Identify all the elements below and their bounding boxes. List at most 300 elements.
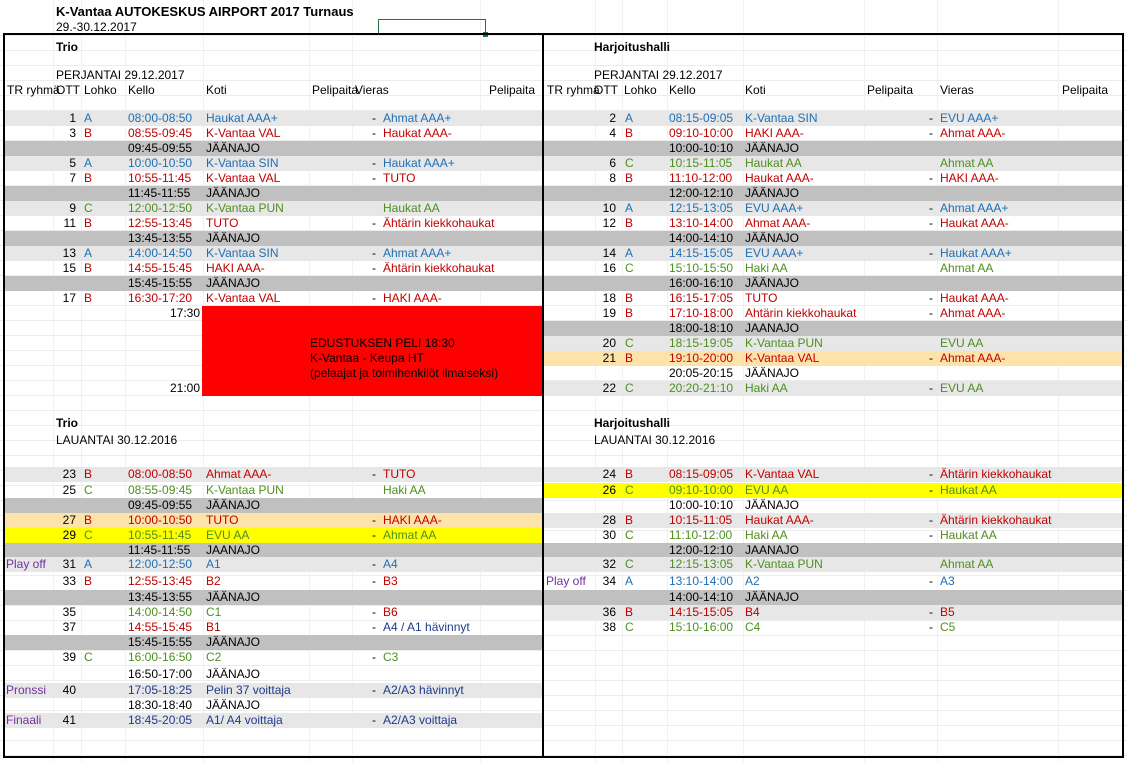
home-team: K-Vantaa PUN — [745, 336, 823, 350]
game-time: 14:00-14:10 — [669, 231, 734, 245]
round-label: Finaali — [6, 713, 42, 727]
game-number: 22 — [602, 381, 616, 395]
game-number: 3 — [69, 126, 76, 140]
col-header-kello: Kello — [128, 83, 155, 97]
game-time: 13:45-13:55 — [128, 590, 193, 604]
home-team: JÄÄNAJO — [745, 231, 800, 245]
versus-dash: - — [372, 557, 376, 571]
away-team: A3 — [940, 574, 955, 588]
game-time: 10:00-10:10 — [669, 498, 734, 512]
game-number: 35 — [62, 605, 76, 619]
home-team: HAKI AAA- — [206, 261, 265, 275]
game-number: 40 — [62, 683, 76, 697]
group-letter: B — [84, 467, 93, 481]
group-letter: A — [625, 246, 634, 260]
game-number: 31 — [62, 557, 76, 571]
game-number: 9 — [69, 201, 76, 215]
game-time: 08:15-09:05 — [669, 111, 734, 125]
away-team: Ahmat AA — [940, 557, 994, 571]
away-team: Ahmat AAA+ — [940, 201, 1009, 215]
group-letter: B — [625, 291, 634, 305]
away-team: Haukat AAA- — [940, 291, 1009, 305]
home-team: K-Vantaa SIN — [745, 111, 818, 125]
group-letter: B — [84, 126, 93, 140]
game-number: 29 — [62, 528, 76, 542]
versus-dash: - — [929, 351, 933, 365]
away-team: Haukat AAA- — [940, 216, 1009, 230]
game-number: 4 — [609, 126, 616, 140]
home-team: K-Vantaa VAL — [206, 291, 281, 305]
versus-dash: - — [372, 111, 376, 125]
home-team: JÄÄNAJO — [206, 231, 261, 245]
group-letter: A — [84, 557, 93, 571]
home-team: JAANAJO — [206, 543, 261, 557]
versus-dash: - — [372, 650, 376, 664]
game-time: 18:00-18:10 — [669, 321, 734, 335]
versus-dash: - — [929, 620, 933, 634]
game-number: 32 — [602, 557, 616, 571]
versus-dash: - — [929, 201, 933, 215]
game-time: 12:00-12:10 — [669, 186, 734, 200]
group-letter: B — [625, 513, 634, 527]
away-team: Ahmat AA — [383, 528, 437, 542]
group-letter: C — [625, 336, 634, 350]
group-letter: C — [625, 620, 634, 634]
home-team: Ahtärin kiekkohaukat — [745, 306, 857, 320]
away-team: C5 — [940, 620, 956, 634]
away-team: Haukat AAA+ — [940, 246, 1012, 260]
game-time: 16:15-17:05 — [669, 291, 734, 305]
game-number: 6 — [609, 156, 616, 170]
game-number: 27 — [62, 513, 76, 527]
game-number: 24 — [602, 467, 616, 481]
home-team: TUTO — [745, 291, 778, 305]
group-letter: B — [84, 513, 93, 527]
versus-dash: - — [929, 216, 933, 230]
game-number: 2 — [609, 111, 616, 125]
group-letter: A — [625, 111, 634, 125]
versus-dash: - — [929, 381, 933, 395]
home-team: JÄÄNAJO — [745, 141, 800, 155]
left-venue-title-fri: Trio — [56, 40, 79, 54]
game-number: 34 — [602, 574, 616, 588]
home-team: Haukat AAA- — [745, 513, 814, 527]
home-team: JAANAJO — [745, 321, 800, 335]
away-team: Haki AA — [383, 483, 426, 497]
col-header-pelipaita-2: Pelipaita — [489, 83, 536, 97]
home-team: JÄÄNAJO — [206, 698, 261, 712]
away-team: HAKI AAA- — [940, 171, 999, 185]
game-number: 11 — [63, 216, 76, 230]
game-time: 15:10-16:00 — [669, 620, 734, 634]
right-date-sat: LAUANTAI 30.12.2016 — [594, 433, 716, 447]
game-time: 08:00-08:50 — [128, 111, 193, 125]
versus-dash: - — [929, 111, 933, 125]
home-team: JÄÄNAJO — [206, 186, 261, 200]
group-letter: B — [625, 126, 634, 140]
game-time: 20:20-21:10 — [669, 381, 734, 395]
game-time: 10:15-11:05 — [669, 513, 733, 527]
banner-line-2: K-Vantaa - Keupa HT — [310, 351, 424, 365]
game-number: 1 — [69, 111, 76, 125]
home-team: TUTO — [206, 513, 239, 527]
game-time: 19:10-20:00 — [669, 351, 734, 365]
col-header-vieras-right: Vieras — [940, 83, 974, 97]
game-time: 12:55-13:45 — [128, 574, 193, 588]
away-team: B3 — [383, 574, 398, 588]
home-team: Haukat AAA+ — [206, 111, 278, 125]
right-venue-title-fri: Harjoitushalli — [594, 40, 671, 54]
group-letter: B — [84, 291, 93, 305]
col-header-kello-right: Kello — [669, 83, 696, 97]
game-time: 12:55-13:45 — [128, 216, 193, 230]
versus-dash: - — [372, 683, 376, 697]
away-team: EVU AA — [940, 336, 984, 350]
col-header-pelipaita-right: Pelipaita — [867, 83, 914, 97]
col-header-tr: TR ryhmä — [7, 83, 60, 97]
game-time: 10:00-10:50 — [128, 156, 193, 170]
away-team: TUTO — [383, 171, 416, 185]
game-number: 39 — [62, 650, 76, 664]
away-team: Ahmat AAA- — [940, 351, 1006, 365]
group-letter: B — [84, 261, 93, 275]
game-number: 23 — [62, 467, 76, 481]
game-time: 11:45-11:55 — [128, 186, 191, 200]
away-team: A2/A3 voittaja — [383, 713, 458, 727]
game-time: 10:00-10:50 — [128, 513, 193, 527]
game-number: 20 — [602, 336, 616, 350]
game-time: 14:00-14:10 — [669, 590, 734, 604]
away-team: Ähtärin kiekkohaukat — [383, 261, 495, 275]
game-time: 13:10-14:00 — [669, 216, 734, 230]
round-label: Play off — [6, 557, 46, 571]
group-letter: C — [84, 201, 93, 215]
home-team: K-Vantaa PUN — [206, 201, 284, 215]
group-letter: B — [84, 216, 93, 230]
col-header-ott-right: OTT — [594, 83, 618, 97]
group-letter: B — [625, 351, 634, 365]
game-time: 13:45-13:55 — [128, 231, 193, 245]
game-time: 14:15-15:05 — [669, 246, 734, 260]
group-letter: B — [625, 467, 634, 481]
game-number: 41 — [62, 713, 76, 727]
away-team: B5 — [940, 605, 955, 619]
game-time: 18:30-18:40 — [128, 698, 193, 712]
banner-line-1: EDUSTUKSEN PELI 18:30 — [310, 336, 455, 350]
group-letter: B — [625, 605, 634, 619]
game-number: 37 — [62, 620, 76, 634]
game-time: 16:30-17:20 — [128, 291, 193, 305]
home-team: JÄÄNAJO — [745, 498, 800, 512]
home-team: K-Vantaa VAL — [745, 467, 820, 481]
col-header-koti: Koti — [206, 83, 227, 97]
group-letter: B — [625, 171, 634, 185]
game-number: 19 — [602, 306, 616, 320]
away-team: Haukat AAA- — [383, 126, 452, 140]
home-team: K-Vantaa VAL — [206, 126, 281, 140]
versus-dash: - — [929, 513, 933, 527]
away-team: Haukat AA — [940, 528, 997, 542]
home-team: A1/ A4 voittaja — [206, 713, 283, 727]
home-team: B4 — [745, 605, 760, 619]
group-letter: C — [625, 381, 634, 395]
home-team: C2 — [206, 650, 222, 664]
away-team: Ähtärin kiekkohaukat — [383, 216, 495, 230]
game-time: 13:10-14:00 — [669, 574, 734, 588]
versus-dash: - — [372, 126, 376, 140]
col-header-ott: OTT — [56, 83, 80, 97]
group-letter: B — [84, 574, 93, 588]
home-team: A1 — [206, 557, 221, 571]
home-team: K-Vantaa VAL — [206, 171, 281, 185]
home-team: Haki AA — [745, 528, 788, 542]
game-time: 12:15-13:05 — [669, 201, 734, 215]
game-time: 08:00-08:50 — [128, 467, 193, 481]
game-number: 26 — [602, 483, 616, 497]
game-number: 21 — [602, 351, 616, 365]
col-header-pelipaita: Pelipaita — [312, 83, 359, 97]
home-team: K-Vantaa SIN — [206, 246, 279, 260]
away-team: EVU AA — [940, 381, 984, 395]
game-number: 15 — [62, 261, 76, 275]
game-time: 14:55-15:45 — [128, 620, 193, 634]
game-number: 10 — [602, 201, 616, 215]
left-date-fri: PERJANTAI 29.12.2017 — [56, 68, 185, 82]
away-team: Haukat AAA+ — [383, 156, 455, 170]
versus-dash: - — [372, 467, 376, 481]
game-time: 09:45-09:55 — [128, 498, 193, 512]
game-time: 14:00-14:50 — [128, 605, 193, 619]
versus-dash: - — [372, 216, 376, 230]
versus-dash: - — [372, 605, 376, 619]
away-team: Haukat AA — [940, 483, 997, 497]
right-venue-title-sat: Harjoitushalli — [594, 416, 671, 430]
home-team: B2 — [206, 574, 221, 588]
away-team: HAKI AAA- — [383, 291, 442, 305]
versus-dash: - — [929, 528, 933, 542]
home-team: K-Vantaa VAL — [745, 351, 820, 365]
home-team: K-Vantaa PUN — [206, 483, 284, 497]
col-header-vieras: Vieras — [355, 83, 389, 97]
away-team: HAKI AAA- — [383, 513, 442, 527]
away-team: A4 — [383, 557, 398, 571]
game-time: 11:45-11:55 — [128, 543, 191, 557]
away-team: Haukat AA — [383, 201, 440, 215]
versus-dash: - — [372, 574, 376, 588]
group-letter: C — [625, 261, 634, 275]
away-team: Ähtärin kiekkohaukat — [940, 467, 1052, 481]
sheet-title: K-Vantaa AUTOKESKUS AIRPORT 2017 Turnaus — [56, 4, 354, 19]
versus-dash: - — [372, 513, 376, 527]
home-team: B1 — [206, 620, 221, 634]
versus-dash: - — [929, 605, 933, 619]
group-letter: C — [84, 528, 93, 542]
game-time: 08:55-09:45 — [128, 126, 193, 140]
game-time: 10:55-11:45 — [128, 171, 192, 185]
away-team: Ahmat AAA- — [940, 306, 1006, 320]
game-time: 12:00-12:50 — [128, 557, 193, 571]
game-time: 11:10-12:00 — [669, 171, 733, 185]
versus-dash: - — [929, 246, 933, 260]
home-team: EVU AA — [206, 528, 250, 542]
versus-dash: - — [372, 620, 376, 634]
versus-dash: - — [372, 713, 376, 727]
versus-dash: - — [372, 171, 376, 185]
home-team: Pelin 37 voittaja — [206, 683, 291, 697]
game-time: 15:45-15:55 — [128, 635, 193, 649]
versus-dash: - — [372, 261, 376, 275]
versus-dash: - — [372, 291, 376, 305]
game-number: 8 — [609, 171, 616, 185]
left-venue-title-sat: Trio — [56, 416, 79, 430]
game-number: 38 — [602, 620, 616, 634]
away-team: Ahmat AA — [940, 261, 994, 275]
home-team: JÄÄNAJO — [206, 498, 261, 512]
away-team: Ahmat AA — [940, 156, 994, 170]
home-team: Ahmat AAA- — [745, 216, 811, 230]
game-time: 08:15-09:05 — [669, 467, 734, 481]
away-team: B6 — [383, 605, 398, 619]
group-letter: C — [625, 557, 634, 571]
game-number: 7 — [69, 171, 76, 185]
home-team: JÄÄNAJO — [206, 141, 261, 155]
group-letter: B — [625, 216, 634, 230]
time-1730: 17:30 — [170, 306, 201, 320]
group-letter: C — [625, 156, 634, 170]
game-number: 33 — [62, 574, 76, 588]
game-time: 08:55-09:45 — [128, 483, 193, 497]
game-time: 15:45-15:55 — [128, 276, 193, 290]
game-time: 14:15-15:05 — [669, 605, 734, 619]
game-time: 17:05-18:25 — [128, 683, 193, 697]
game-time: 12:00-12:10 — [669, 543, 734, 557]
game-number: 30 — [602, 528, 616, 542]
home-team: A2 — [745, 574, 760, 588]
group-letter: A — [84, 246, 93, 260]
versus-dash: - — [929, 467, 933, 481]
group-letter: C — [84, 650, 93, 664]
home-team: Haki AA — [745, 381, 788, 395]
game-time: 16:50-17:00 — [128, 667, 193, 681]
column-divider — [542, 34, 544, 757]
round-label: Play off — [546, 574, 586, 588]
group-letter: A — [625, 574, 634, 588]
left-date-sat: LAUANTAI 30.12.2016 — [56, 433, 178, 447]
game-time: 12:15-13:05 — [669, 557, 734, 571]
home-team: Haukat AA — [745, 156, 802, 170]
game-number: 5 — [69, 156, 76, 170]
game-time: 09:45-09:55 — [128, 141, 193, 155]
group-letter: C — [84, 483, 93, 497]
home-team: JÄÄNAJO — [745, 186, 800, 200]
group-letter: C — [625, 528, 634, 542]
versus-dash: - — [372, 156, 376, 170]
home-team: JÄÄNAJO — [745, 590, 800, 604]
group-letter: A — [625, 201, 634, 215]
game-time: 11:10-12:00 — [669, 528, 733, 542]
game-number: 28 — [602, 513, 616, 527]
game-time: 15:10-15:50 — [669, 261, 734, 275]
game-time: 12:00-12:50 — [128, 201, 193, 215]
away-team: C3 — [383, 650, 399, 664]
game-time: 10:00-10:10 — [669, 141, 734, 155]
away-team: A4 / A1 hävinnyt — [383, 620, 470, 634]
col-header-tr-right: TR ryhmä — [547, 83, 600, 97]
home-team: Ahmat AAA- — [206, 467, 272, 481]
game-number: 16 — [602, 261, 616, 275]
game-number: 12 — [602, 216, 616, 230]
away-team: Ähtärin kiekkohaukat — [940, 513, 1052, 527]
away-team: Ahmat AAA- — [940, 126, 1006, 140]
game-time: 18:45-20:05 — [128, 713, 193, 727]
game-time: 20:05-20:15 — [669, 366, 734, 380]
versus-dash: - — [372, 246, 376, 260]
away-team: TUTO — [383, 467, 416, 481]
game-number: 36 — [602, 605, 616, 619]
home-team: EVU AAA+ — [745, 246, 804, 260]
col-header-lohko-right: Lohko — [624, 83, 657, 97]
versus-dash: - — [929, 291, 933, 305]
game-number: 13 — [62, 246, 76, 260]
home-team: K-Vantaa PUN — [745, 557, 823, 571]
home-team: JÄÄNAJO — [745, 276, 800, 290]
right-date-fri: PERJANTAI 29.12.2017 — [594, 68, 723, 82]
game-time: 16:00-16:10 — [669, 276, 734, 290]
home-team: HAKI AAA- — [745, 126, 804, 140]
home-team: JÄÄNAJO — [206, 667, 261, 681]
time-2100: 21:00 — [170, 381, 201, 395]
home-team: JÄÄNAJO — [206, 635, 261, 649]
game-number: 14 — [602, 246, 616, 260]
group-letter: B — [625, 306, 634, 320]
group-letter: B — [84, 171, 93, 185]
group-letter: A — [84, 156, 93, 170]
home-team: Haukat AAA- — [745, 171, 814, 185]
game-time: 09:10-10:00 — [669, 483, 734, 497]
away-team: Ahmat AAA+ — [383, 111, 452, 125]
round-label: Pronssi — [6, 683, 47, 697]
game-time: 18:15-19:05 — [669, 336, 734, 350]
group-letter: A — [84, 111, 93, 125]
game-number: 17 — [62, 291, 76, 305]
game-time: 14:00-14:50 — [128, 246, 193, 260]
tournament-dates: 29.-30.12.2017 — [56, 20, 137, 34]
home-team: K-Vantaa SIN — [206, 156, 279, 170]
versus-dash: - — [929, 574, 933, 588]
col-header-lohko: Lohko — [84, 83, 117, 97]
home-team: EVU AAA+ — [745, 201, 804, 215]
banner-line-3: (pelaajat ja toimihenkilöt ilmaiseksi) — [310, 366, 499, 380]
game-time: 14:55-15:45 — [128, 261, 193, 275]
versus-dash: - — [372, 528, 376, 542]
home-team: TUTO — [206, 216, 239, 230]
game-number: 25 — [62, 483, 76, 497]
home-team: JAANAJO — [745, 543, 800, 557]
schedule-frame — [3, 33, 1124, 758]
col-header-pelipaita-right-2: Pelipaita — [1062, 83, 1109, 97]
home-team: C4 — [745, 620, 761, 634]
home-team: EVU AA — [745, 483, 789, 497]
away-team: EVU AAA+ — [940, 111, 999, 125]
home-team: JÄÄNAJO — [745, 366, 800, 380]
group-letter: C — [625, 483, 634, 497]
home-team: JÄÄNAJO — [206, 590, 261, 604]
game-time: 10:55-11:45 — [128, 528, 192, 542]
game-time: 16:00-16:50 — [128, 650, 193, 664]
col-header-koti-right: Koti — [745, 83, 766, 97]
home-team: C1 — [206, 605, 222, 619]
game-number: 18 — [602, 291, 616, 305]
